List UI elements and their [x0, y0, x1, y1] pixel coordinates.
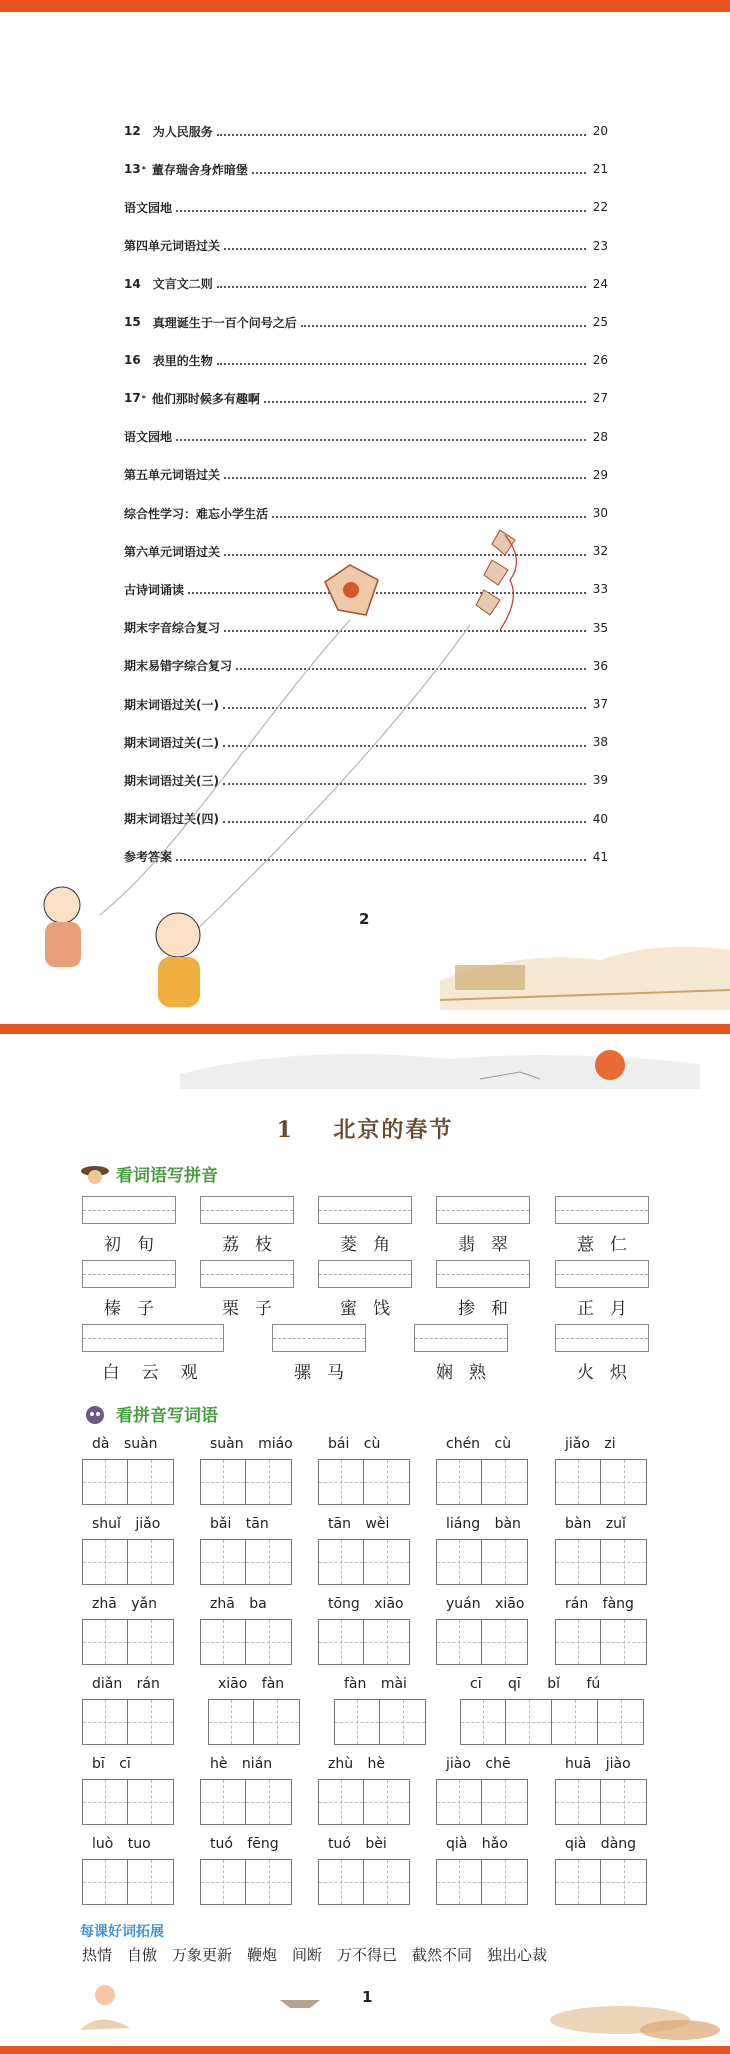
writing-cell[interactable] [555, 1459, 601, 1505]
vocabulary-word: 初旬 [104, 1235, 170, 1255]
toc-leader-dots [217, 356, 586, 365]
writing-grid [436, 1859, 528, 1905]
writing-grid [200, 1619, 292, 1665]
pinyin-prompt: suàn miáo [210, 1436, 293, 1452]
lesson-title [0, 1113, 730, 1144]
toc-entry-mark: * [141, 164, 146, 174]
writing-grid [82, 1539, 174, 1585]
toc-entry-title: 语文园地 [124, 200, 173, 215]
toc-entry-page: 24 [592, 276, 608, 291]
header-landscape-illustration [0, 1034, 730, 1094]
writing-grid [555, 1859, 647, 1905]
toc-entry-page: 26 [592, 353, 608, 368]
pinyin-prompt: fàn mài [344, 1676, 407, 1692]
vocabulary-word: 火炽 [577, 1363, 643, 1383]
writing-grid [318, 1779, 410, 1825]
pinyin-prompt: bǎi tān [210, 1516, 269, 1532]
writing-cell[interactable] [364, 1619, 410, 1665]
vocabulary-word: 白云观 [102, 1363, 220, 1383]
writing-cell[interactable] [82, 1459, 128, 1505]
toc-entry-title: 期末易错字综合复习 [124, 659, 233, 674]
pinyin-answer-box[interactable] [318, 1196, 412, 1224]
kites-illustration [0, 520, 730, 1040]
writing-grid [200, 1859, 292, 1905]
pinyin-prompt: qià hǎo [446, 1836, 508, 1852]
writing-character-icon [80, 1403, 110, 1425]
pinyin-prompt: hè nián [210, 1756, 273, 1772]
vocabulary-word: 栗子 [222, 1299, 288, 1319]
toc-entry-title: 综合性学习：难忘小学生活 [124, 506, 269, 521]
writing-cell[interactable] [482, 1539, 528, 1585]
writing-grid [318, 1539, 410, 1585]
toc-entry[interactable] [124, 388, 608, 408]
toc-entry-page: 21 [592, 162, 608, 177]
writing-cell[interactable] [200, 1619, 246, 1665]
writing-grid [436, 1619, 528, 1665]
writing-cell[interactable] [246, 1459, 292, 1505]
writing-grid [82, 1459, 174, 1505]
vocabulary-word: 蜜饯 [340, 1299, 406, 1319]
writing-cell[interactable] [246, 1859, 292, 1905]
toc-entry[interactable] [124, 350, 608, 370]
writing-cell[interactable] [364, 1859, 410, 1905]
toc-entry-title: 文言文二则 [152, 277, 213, 292]
toc-entry[interactable] [124, 465, 608, 485]
pinyin-prompt: zhā ba [210, 1596, 267, 1612]
writing-cell[interactable] [318, 1859, 364, 1905]
toc-entry-page: 39 [592, 773, 608, 788]
writing-cell[interactable] [601, 1619, 647, 1665]
writing-cell[interactable] [460, 1699, 506, 1745]
toc-entry[interactable] [124, 197, 608, 217]
toc-leader-dots [264, 394, 586, 403]
top-bar [0, 0, 730, 12]
pinyin-answer-box[interactable] [272, 1324, 366, 1352]
toc-leader-dots [224, 241, 586, 250]
reading-character-icon [80, 1163, 110, 1185]
toc-entry-page: 28 [592, 429, 608, 444]
toc-entry-title: 为人民服务 [152, 124, 213, 139]
writing-cell[interactable] [128, 1459, 174, 1505]
pinyin-prompt: shuǐ jiǎo [92, 1516, 161, 1532]
writing-cell[interactable] [364, 1779, 410, 1825]
writing-grid [200, 1459, 292, 1505]
writing-grid [555, 1539, 647, 1585]
page-number-top: 2 [359, 910, 370, 928]
writing-grid [318, 1459, 410, 1505]
toc-entry-title: 期末词语过关(三) [124, 773, 219, 788]
vocabulary-word: 正月 [577, 1299, 643, 1319]
pinyin-prompt: jiǎo zi [565, 1436, 616, 1452]
pinyin-prompt: xiāo fàn [218, 1676, 285, 1692]
pinyin-prompt: bī cī [92, 1756, 131, 1772]
writing-cell[interactable] [200, 1459, 246, 1505]
toc-entry-title: 他们那时候多有趣啊 [151, 391, 260, 406]
pinyin-prompt: tuó fēng [210, 1836, 279, 1852]
writing-grid [555, 1779, 647, 1825]
toc-entry-page: 35 [592, 620, 608, 635]
toc-entry-number: 14 [124, 276, 141, 291]
writing-cell[interactable] [482, 1619, 528, 1665]
vocabulary-word: 翡翠 [458, 1235, 524, 1255]
writing-cell[interactable] [482, 1459, 528, 1505]
writing-grid [460, 1699, 644, 1745]
writing-cell[interactable] [436, 1619, 482, 1665]
pinyin-answer-box[interactable] [82, 1324, 224, 1352]
pinyin-answer-box[interactable] [436, 1260, 530, 1288]
toc-entry-page: 36 [592, 658, 608, 673]
vocabulary-word: 骡马 [294, 1363, 360, 1383]
section-heading-pinyin [80, 1161, 218, 1186]
writing-cell[interactable] [482, 1859, 528, 1905]
writing-cell[interactable] [128, 1539, 174, 1585]
pinyin-prompt: dà suàn [92, 1436, 158, 1452]
pinyin-prompt: zhā yǎn [92, 1596, 157, 1612]
toc-entry-page: 25 [592, 315, 608, 329]
writing-cell[interactable] [334, 1699, 380, 1745]
writing-cell[interactable] [82, 1619, 128, 1665]
writing-grid [82, 1779, 174, 1825]
writing-grid [200, 1539, 292, 1585]
toc-entry[interactable] [124, 121, 608, 141]
writing-grid [82, 1619, 174, 1665]
toc-entry-page: 33 [592, 582, 608, 597]
pinyin-prompt: bái cù [328, 1436, 381, 1452]
writing-grid [82, 1859, 174, 1905]
lesson-name: 北京的春节 [333, 1117, 454, 1143]
writing-cell[interactable] [380, 1699, 426, 1745]
toc-leader-dots [176, 203, 586, 212]
pinyin-prompt: yuán xiāo [446, 1596, 525, 1612]
pinyin-answer-box[interactable] [555, 1196, 649, 1224]
extension-words: 热情 自傲 万象更新 鞭炮 间断 万不得已 截然不同 独出心裁 [82, 1946, 548, 1964]
toc-entry[interactable] [124, 159, 608, 179]
pinyin-prompt: liáng bàn [446, 1516, 521, 1532]
toc-leader-dots [217, 279, 586, 288]
writing-cell[interactable] [318, 1779, 364, 1825]
toc-entry-number: 17 [124, 391, 141, 406]
toc-entry-title: 董存瑞舍身炸暗堡 [151, 162, 248, 177]
writing-cell[interactable] [200, 1539, 246, 1585]
writing-cell[interactable] [436, 1459, 482, 1505]
toc-entry-title: 期末字音综合复习 [124, 621, 221, 636]
toc-entry[interactable] [124, 274, 608, 294]
toc-entry-title: 期末词语过关(四) [124, 812, 219, 827]
writing-cell[interactable] [555, 1539, 601, 1585]
vocabulary-word: 荔枝 [222, 1235, 288, 1255]
toc-entry-number: 12 [124, 124, 141, 138]
pinyin-answer-box[interactable] [555, 1324, 649, 1352]
pinyin-prompt: zhù hè [328, 1756, 386, 1772]
writing-cell[interactable] [482, 1779, 528, 1825]
writing-cell[interactable] [601, 1539, 647, 1585]
pinyin-answer-box[interactable] [436, 1196, 530, 1224]
writing-cell[interactable] [436, 1859, 482, 1905]
toc-entry[interactable] [124, 236, 608, 256]
writing-grid [200, 1779, 292, 1825]
writing-cell[interactable] [506, 1699, 552, 1745]
writing-cell[interactable] [200, 1859, 246, 1905]
pinyin-prompt: tān wèi [328, 1516, 390, 1532]
writing-grid [436, 1459, 528, 1505]
writing-cell[interactable] [128, 1859, 174, 1905]
writing-cell[interactable] [436, 1779, 482, 1825]
writing-grid [555, 1459, 647, 1505]
writing-cell[interactable] [555, 1619, 601, 1665]
writing-cell[interactable] [200, 1779, 246, 1825]
section-heading-pinyin-text: 看词语写拼音 [116, 1166, 218, 1186]
writing-cell[interactable] [128, 1699, 174, 1745]
toc-leader-dots [301, 318, 586, 327]
toc-entry-page: 40 [592, 811, 608, 826]
page-number-bottom: 1 [362, 1988, 373, 2006]
toc-entry-title: 第五单元词语过关 [124, 468, 221, 483]
pinyin-answer-box[interactable] [82, 1260, 176, 1288]
writing-cell[interactable] [82, 1859, 128, 1905]
writing-cell[interactable] [601, 1859, 647, 1905]
pinyin-answer-box[interactable] [82, 1196, 176, 1224]
writing-cell[interactable] [318, 1539, 364, 1585]
toc-entry-page: 38 [592, 735, 608, 750]
writing-cell[interactable] [364, 1459, 410, 1505]
toc-entry-page: 37 [592, 697, 608, 711]
writing-grid [334, 1699, 426, 1745]
toc-entry-page: 30 [592, 506, 608, 520]
vocabulary-word: 菱角 [340, 1235, 406, 1255]
writing-grid [82, 1699, 174, 1745]
toc-entry-title: 期末词语过关(二) [124, 735, 219, 750]
toc-entry-title: 古诗词诵读 [124, 582, 185, 597]
writing-cell[interactable] [555, 1779, 601, 1825]
bottom-bar [0, 2046, 730, 2054]
vocabulary-word: 榛子 [104, 1299, 170, 1319]
vocabulary-word: 娴熟 [436, 1363, 502, 1383]
writing-grid [436, 1779, 528, 1825]
writing-cell[interactable] [601, 1779, 647, 1825]
writing-cell[interactable] [246, 1539, 292, 1585]
writing-cell[interactable] [318, 1619, 364, 1665]
writing-cell[interactable] [364, 1539, 410, 1585]
toc-entry-page: 23 [592, 238, 608, 253]
toc-entry-title: 期末词语过关(一) [124, 697, 219, 712]
toc-leader-dots [252, 165, 586, 174]
pinyin-prompt: qià dàng [565, 1836, 637, 1852]
pinyin-prompt: cī qī bǐ fú [470, 1676, 601, 1692]
writing-cell[interactable] [82, 1699, 128, 1745]
pinyin-prompt: bàn zuǐ [565, 1516, 626, 1532]
lesson-number: 1 [276, 1117, 294, 1143]
toc-entry-title: 语文园地 [124, 430, 173, 445]
writing-cell[interactable] [598, 1699, 644, 1745]
writing-grid [208, 1699, 300, 1745]
vocabulary-word: 薏仁 [577, 1235, 643, 1255]
writing-grid [318, 1859, 410, 1905]
pinyin-prompt: tuó bèi [328, 1836, 387, 1852]
pinyin-prompt: tōng xiāo [328, 1596, 404, 1612]
toc-leader-dots [176, 432, 586, 441]
writing-cell[interactable] [246, 1779, 292, 1825]
pinyin-prompt: chén cù [446, 1436, 512, 1452]
writing-cell[interactable] [555, 1859, 601, 1905]
toc-entry-number: 15 [124, 315, 141, 329]
toc-entry-mark: * [141, 393, 146, 403]
toc-entry-number: 13 [124, 162, 141, 177]
extension-heading: 每课好词拓展 [80, 1924, 164, 1940]
writing-cell[interactable] [82, 1779, 128, 1825]
toc-entry-title: 第六单元词语过关 [124, 544, 221, 559]
toc-entry[interactable] [124, 427, 608, 447]
pinyin-answer-box[interactable] [200, 1260, 294, 1288]
footer-landscape-illustration [0, 1970, 730, 2044]
writing-cell[interactable] [318, 1459, 364, 1505]
toc-entry-page: 32 [592, 544, 608, 559]
writing-grid [436, 1539, 528, 1585]
toc-entry[interactable] [124, 312, 608, 332]
pinyin-prompt: diǎn rán [92, 1676, 160, 1692]
toc-leader-dots [217, 127, 586, 136]
vocabulary-word: 掺和 [458, 1299, 524, 1319]
pinyin-answer-box[interactable] [318, 1260, 412, 1288]
writing-cell[interactable] [82, 1539, 128, 1585]
toc-entry-title: 表里的生物 [152, 353, 213, 368]
toc-leader-dots [224, 470, 586, 479]
toc-entry-page: 22 [592, 200, 608, 215]
toc-entry-title: 参考答案 [124, 850, 173, 865]
writing-cell[interactable] [254, 1699, 300, 1745]
pinyin-prompt: rán fàng [565, 1596, 634, 1612]
writing-cell[interactable] [552, 1699, 598, 1745]
toc-entry-title: 第四单元词语过关 [124, 239, 221, 254]
pinyin-prompt: luò tuo [92, 1836, 151, 1852]
writing-cell[interactable] [208, 1699, 254, 1745]
section-heading-words [80, 1401, 218, 1426]
pinyin-prompt: huā jiào [565, 1756, 631, 1772]
pinyin-answer-box[interactable] [414, 1324, 508, 1352]
writing-cell[interactable] [601, 1459, 647, 1505]
writing-grid [318, 1619, 410, 1665]
writing-cell[interactable] [128, 1779, 174, 1825]
toc-entry-page: 27 [592, 391, 608, 406]
pinyin-answer-box[interactable] [200, 1196, 294, 1224]
toc-entry-page: 41 [592, 849, 608, 864]
section-heading-words-text: 看拼音写词语 [116, 1406, 218, 1426]
pinyin-prompt: jiào chē [446, 1756, 511, 1772]
toc-entry-title: 真理诞生于一百个问号之后 [152, 315, 297, 330]
toc-entry-number: 16 [124, 353, 141, 368]
toc-entry-page: 29 [592, 467, 608, 482]
page-divider-bar [0, 1024, 730, 1034]
writing-grid [555, 1619, 647, 1665]
writing-cell[interactable] [246, 1619, 292, 1665]
pinyin-answer-box[interactable] [555, 1260, 649, 1288]
writing-cell[interactable] [128, 1619, 174, 1665]
toc-leader-dots [272, 509, 586, 518]
writing-cell[interactable] [436, 1539, 482, 1585]
toc-entry-page: 20 [592, 124, 608, 138]
